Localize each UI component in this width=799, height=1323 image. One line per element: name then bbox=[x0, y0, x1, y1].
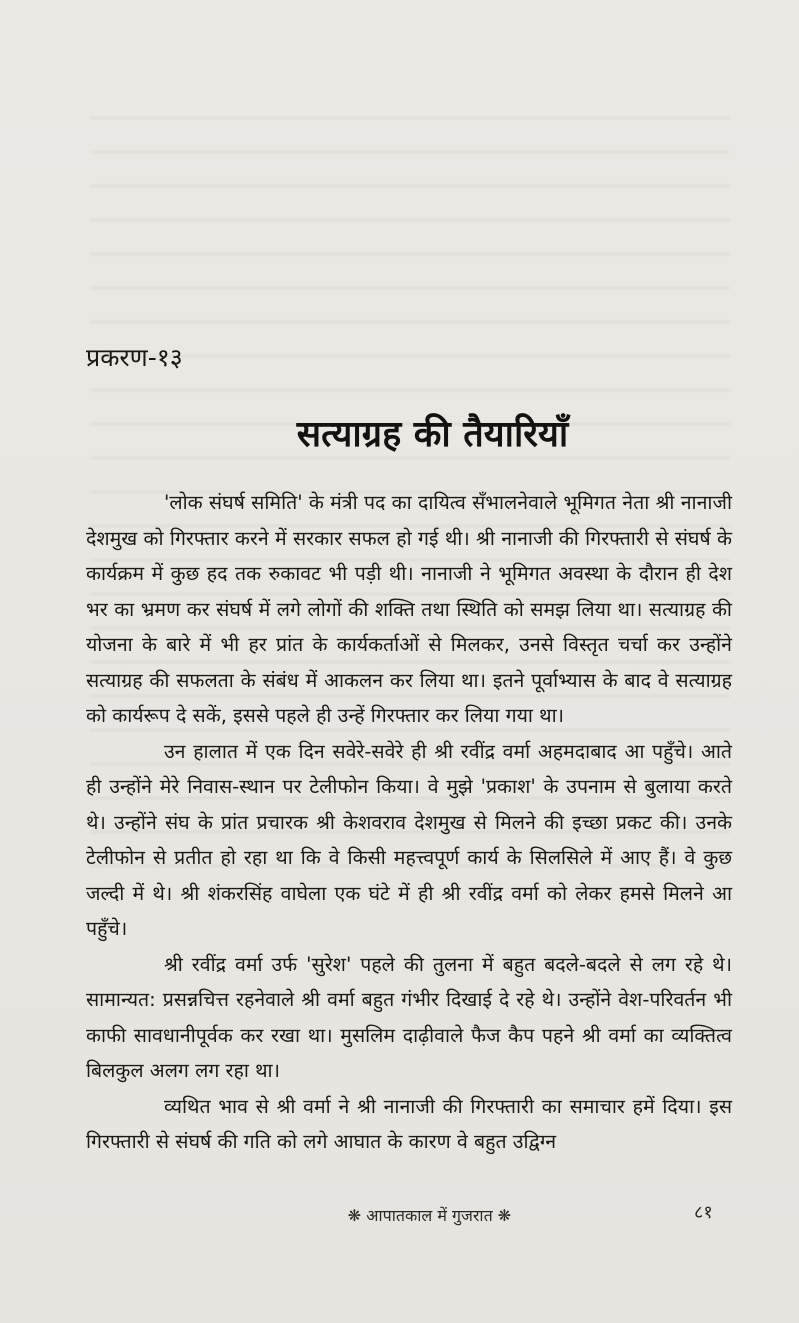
paragraph: व्यथित भाव से श्री वर्मा ने श्री नानाजी की गिरफ्तारी का समाचार हमें दिया। इस गिरफ्तारी से संघर्ष की गति को लगे आघात के कारण वे बहुत उद्विग्न bbox=[86, 1094, 732, 1153]
paragraph: श्री रवींद्र वर्मा उर्फ 'सुरेश' पहले की तुलना में बहुत बदले-बदले से लग रहे थे। सामान्यत: प्रसन्नचित्त रहनेवाले श्री वर्मा बहुत गंभीर दिखाई दे रहे थे। उन्होंने वेश-परिवर्तन भी काफी सावधानीपूर्वक कर रखा था। मुसलिम दाढ़ीवाले फैज कैप पहने श्री वर्मा का व्यक्तित्व बिलकुल अलग लग रहा था। bbox=[86, 952, 732, 1082]
paragraph: उन हालात में एक दिन सवेरे-सवेरे ही श्री रवींद्र वर्मा अहमदाबाद आ पहुँचे। आते ही उन्होंने मेरे निवास-स्थान पर टेलीफोन किया। वे मुझे 'प्रकाश' के उपनाम से बुलाया करते थे। उन्होंने संघ के प्रांत प्रचारक श्री केशवराव देशमुख से मिलने की इच्छा प्रकट की। उनके टेलीफोन से प्रतीत हो रहा था कि वे किसी महत्त्वपूर्ण कार्य के सिलसिले में आए हैं। वे कुछ जल्दी में थे। श्री शंकरसिंह वाघेला एक घंटे में ही श्री रवींद्र वर्मा को लेकर हमसे मिलने आ पहुँचे। bbox=[86, 739, 732, 940]
chapter-title: सत्याग्रह की तैयारियाँ bbox=[296, 414, 569, 455]
running-footer-title: ❋ आपातकाल में गुजरात ❋ bbox=[347, 1206, 512, 1225]
page-number: ८१ bbox=[694, 1202, 713, 1223]
paragraph: 'लोक संघर्ष समिति' के मंत्री पद का दायित्व सँभालनेवाले भूमिगत नेता श्री नानाजी देशमुख को गिरफ्तार करने में सरकार सफल हो गई थी। श्री नानाजी की गिरफ्तारी से संघर्ष के कार्यक्रम में कुछ हद तक रुकावट भी पड़ी थी। नानाजी ने भूमिगत अवस्था के दौरान ही देश भर का भ्रमण कर संघर्ष में लगे लोगों की शक्ति तथा स्थिति को समझ लिया था। सत्याग्रह की योजना के बारे में भी हर प्रांत के कार्यकर्ताओं से मिलकर, उनसे विस्तृत चर्चा कर उन्होंने सत्याग्रह की सफलता के संबंध में आकलन कर लिया था। इतने पूर्वाभ्यास के बाद वे सत्याग्रह को कार्यरूप दे सकें, इससे पहले ही उन्हें गिरफ्तार कर लिया गया था। bbox=[86, 491, 732, 727]
chapter-label: प्रकरण-१३ bbox=[86, 343, 183, 372]
body-text bbox=[86, 485, 732, 1160]
